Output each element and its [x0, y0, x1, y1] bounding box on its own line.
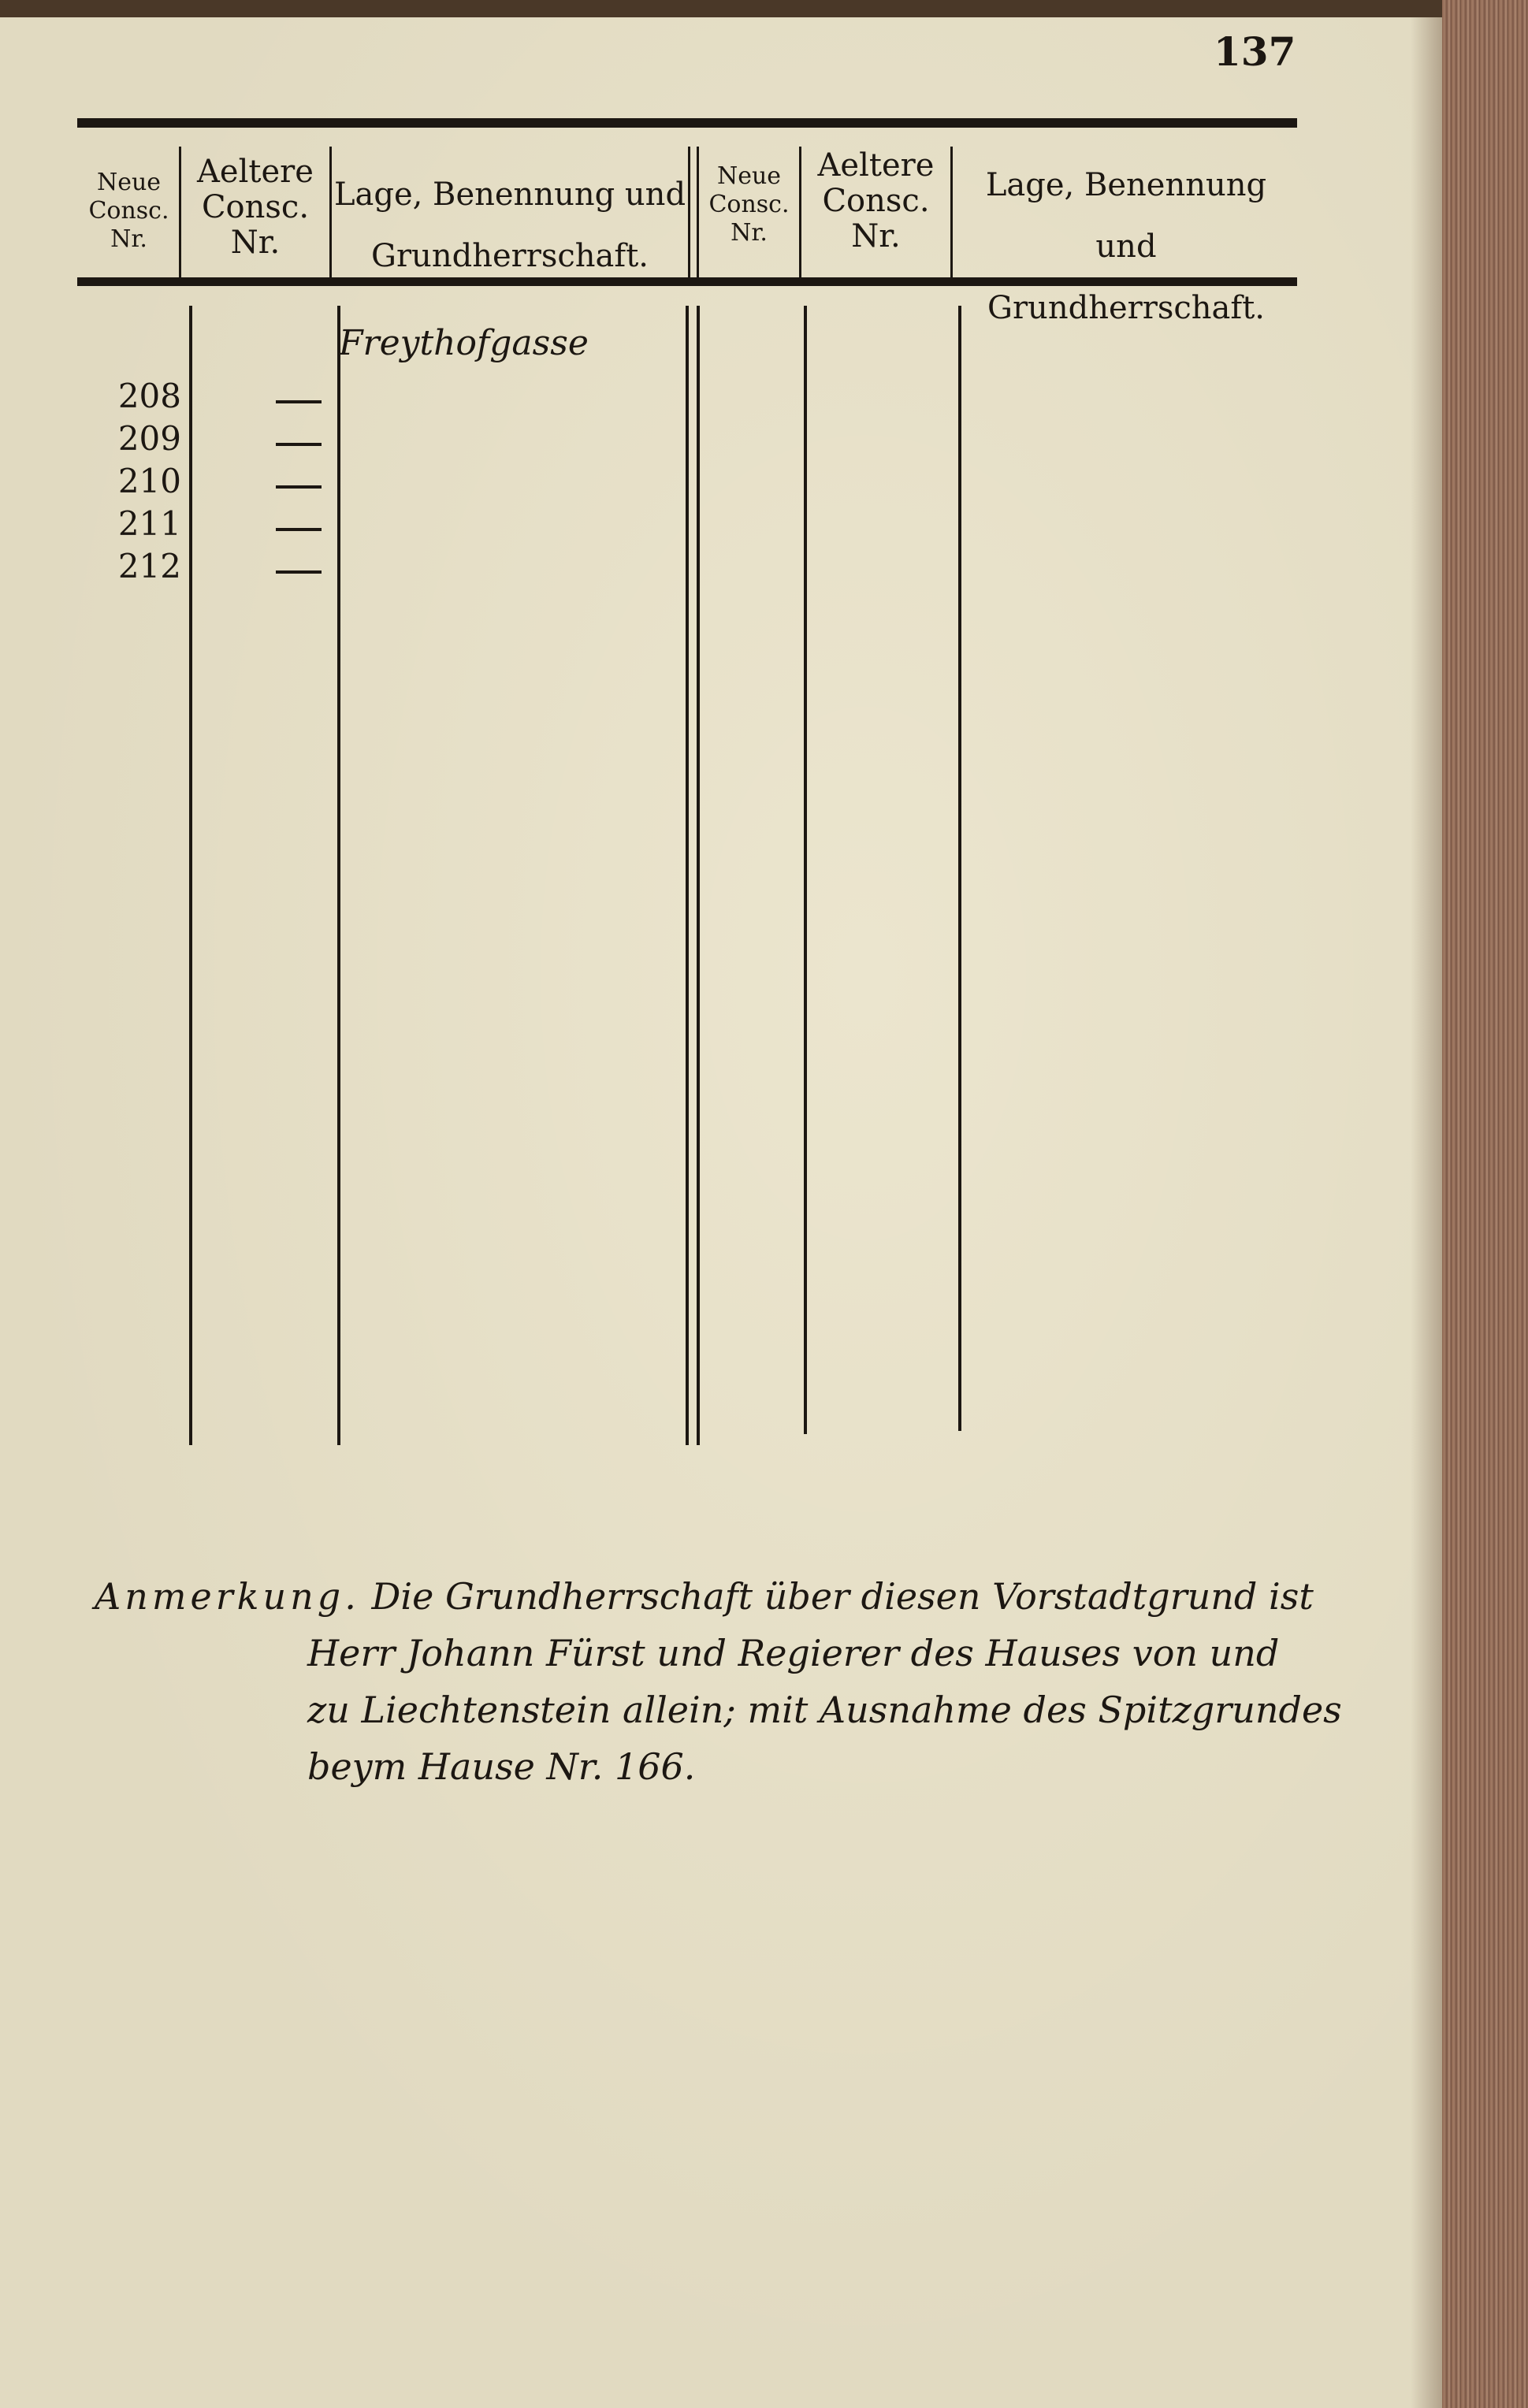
table-row-aeltere-dash	[276, 528, 322, 531]
header-lage-benennung: Lage, Benennung und Grundherrschaft.	[333, 177, 686, 274]
book-page-edges	[1442, 0, 1528, 2408]
table-row-neue-nr: 212	[117, 547, 181, 585]
header-aeltere-consc-nr: Aeltere Consc. Nr.	[197, 154, 314, 261]
table-top-rule	[77, 118, 1297, 128]
book-page	[0, 17, 1442, 2408]
note-line-1: Anmerkung. Die Grundherrschaft über diesen Vorstadtgrund ist	[95, 1575, 1314, 1618]
table-row-aeltere-dash	[276, 570, 322, 574]
body-column-line-4	[804, 306, 807, 1434]
body-column-line-5	[958, 306, 961, 1431]
table-row-aeltere-dash	[276, 443, 322, 446]
book-top-edge	[0, 0, 1442, 17]
table-row-neue-nr: 211	[117, 504, 181, 543]
table-row-aeltere-dash	[276, 400, 322, 403]
body-column-line-1	[189, 306, 192, 1445]
table-row-neue-nr: 209	[117, 419, 181, 458]
street-name: Freythofgasse	[339, 323, 589, 363]
note-line-3: zu Liechtenstein allein; mit Ausnahme des Spitzgrundes	[307, 1689, 1342, 1731]
table-row-neue-nr: 208	[117, 377, 181, 415]
body-column-line-3a	[686, 306, 689, 1445]
body-column-line-2	[337, 306, 340, 1445]
header-neue-consc-nr-right: Neue Consc. Nr.	[708, 162, 790, 247]
header-separator-3a	[688, 147, 690, 284]
note-line-2: Herr Johann Fürst und Regierer des Hauses von und	[307, 1632, 1280, 1674]
body-column-line-3b	[697, 306, 700, 1445]
page-number: 137	[1214, 28, 1296, 75]
header-aeltere-consc-nr-right: Aeltere Consc. Nr.	[817, 147, 935, 255]
note-label: Anmerkung.	[95, 1575, 360, 1618]
header-neue-consc-nr: Neue Consc. Nr.	[88, 169, 169, 253]
page-gutter-shadow	[1411, 17, 1442, 2408]
table-row-neue-nr: 210	[117, 462, 181, 500]
note-line-4: beym Hause Nr. 166.	[307, 1745, 696, 1788]
header-lage-benennung-right: Lage, Benennung und Grundherrschaft.	[985, 167, 1267, 326]
table-row-aeltere-dash	[276, 485, 322, 489]
